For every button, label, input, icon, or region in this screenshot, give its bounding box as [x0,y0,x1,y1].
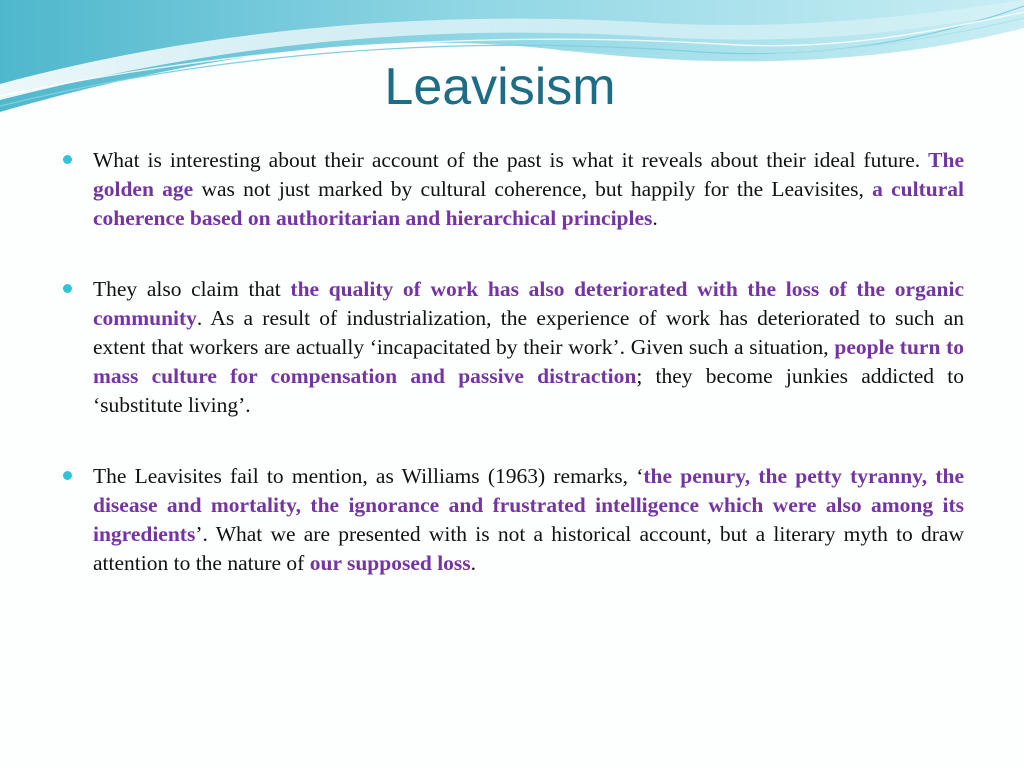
bullet-item [62,275,964,421]
body-text: They also claim that [93,276,291,301]
body-text: was not just marked by cultural coherence, but happily for the Leavisites, [193,177,873,202]
emphasized-text: The golden age [93,148,964,202]
body-text: . [652,206,658,231]
disc-bullet-icon [63,471,72,480]
body-text: ; they become junkies addicted to ‘substitute living’. [93,364,965,418]
body-text: . [470,551,477,576]
disc-bullet-icon [63,155,72,164]
body-text: What is interesting about their account of the past is what it reveals about their ideal future. [93,148,929,172]
emphasized-text: the quality of work has also deteriorated with the loss of the organic community [93,276,964,330]
bullet-list [62,146,964,619]
bullet-item [62,462,964,579]
bullet-item [62,146,964,234]
disc-bullet-icon [63,284,72,293]
body-text: ’. What we are presented with is not a historical account, but a literary myth to draw attention to the nature of [93,522,964,576]
body-text: The Leavisites fail to mention, as Williams (1963) remarks, ‘ [93,463,644,488]
emphasized-text: our supposed loss [309,551,471,576]
slide-title: Leavisism [384,58,616,116]
body-text: . As a result of industrialization, the experience of work has deteriorated to such an extent that workers are actually ‘incapacitated by their work’. Given such a situation, [93,305,964,360]
emphasized-text: people turn to mass culture for compensation and passive distraction [93,335,964,389]
emphasized-text: the penury, the petty tyranny, the disease and mortality, the ignorance and frustrated intelligence which were also among its ingredients [93,463,965,547]
emphasized-text: a cultural coherence based on authoritarian and hierarchical principles [93,177,964,231]
